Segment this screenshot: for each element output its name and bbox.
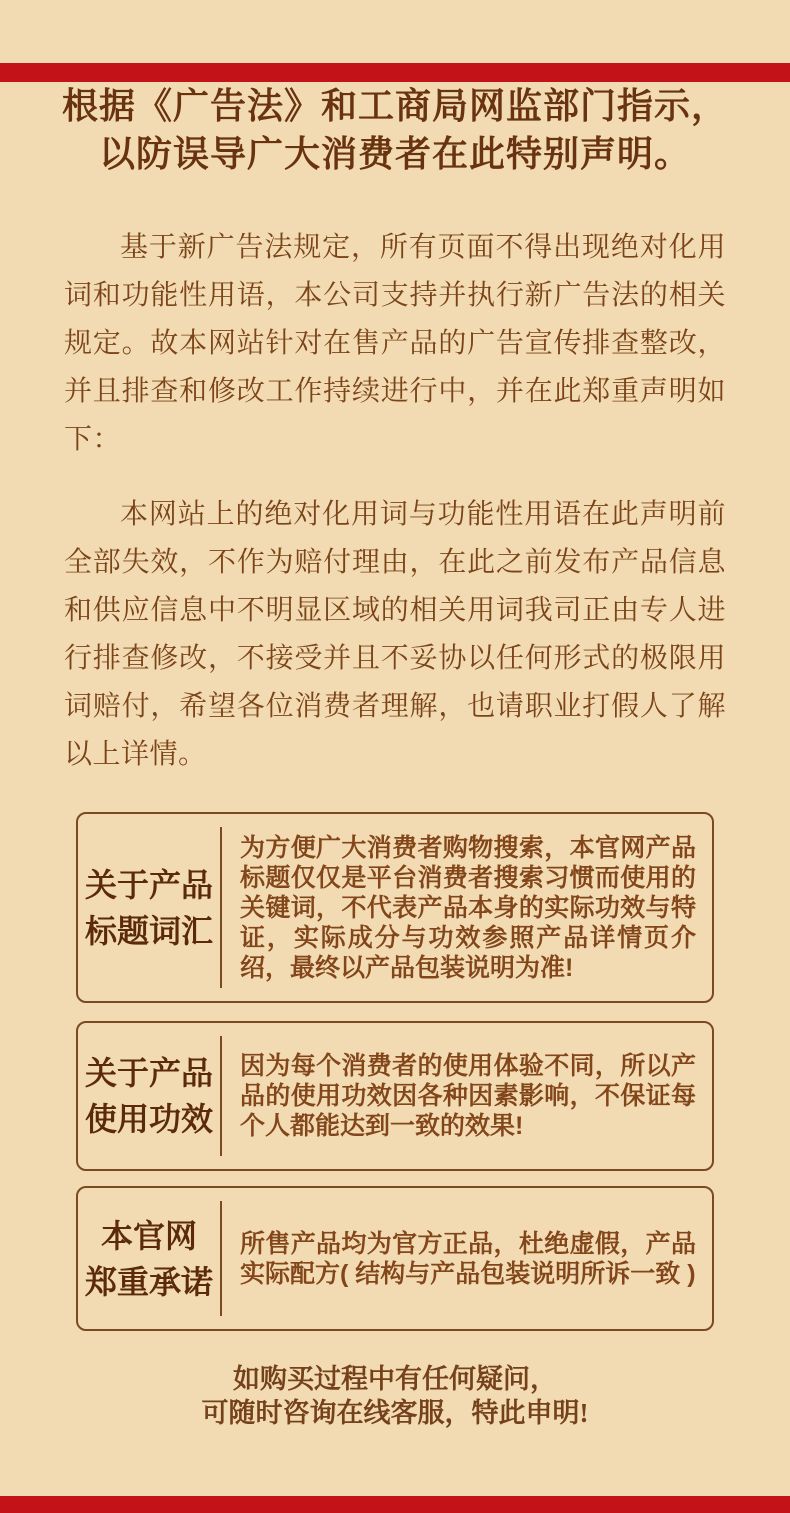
notice-box-product-title (76, 812, 714, 1003)
notice-box-product-title-label (78, 814, 220, 1001)
statement-title-line-2: 以防误导广大消费者在此特别声明。 (98, 134, 691, 174)
footer-note-line-1: 如购买过程中有任何疑问， (233, 1364, 557, 1394)
notice-box-label-line: 使用功效 (84, 1101, 213, 1137)
notice-box-label-line: 关于产品 (84, 1055, 213, 1091)
notice-box-official-promise (76, 1186, 714, 1331)
statement-paragraph-2: 本网站上的绝对化用词与功能性用语在此声明前全部失效，不作为赔付理由，在此之前发布产品信息和供应信息中不明显区域的相关用词我司正由专人进行排查修改，不接受并且不妥协以任何形式的极限用词赔付，希望各位消费者理解，也请职业打假人了解以上详情。 (64, 499, 726, 770)
notice-box-label-line: 标题词汇 (84, 912, 213, 949)
notice-box-product-effect-text: 因为每个消费者的使用体验不同，所以产品的使用功效因各种因素影响，不保证每个人都能达到一致的效果! (240, 1052, 696, 1140)
notice-box-label-line: 本官网 (100, 1217, 197, 1254)
top-red-bar (0, 63, 790, 82)
notice-box-official-promise-text: 所售产品均为官方正品，杜绝虚假，产品实际配方( 结构与产品包装说明所诉一致 ) (240, 1229, 696, 1288)
footer-note-line-2: 可随时咨询在线客服，特此申明! (201, 1398, 589, 1428)
notice-box-label-line: 郑重承诺 (84, 1263, 213, 1300)
notice-box-list (76, 812, 714, 1331)
statement-title-line-1: 根据《广告法》和工商局网监部门指示， (61, 86, 728, 126)
notice-box-label-line: 关于产品 (84, 866, 213, 903)
statement-paragraph-1: 基于新广告法规定，所有页面不得出现绝对化用词和功能性用语，本公司支持并执行新广告法的相关规定。故本网站针对在售产品的广告宣传排查整改，并且排查和修改工作持续进行中，并在此郑重声明如下： (64, 232, 726, 455)
notice-box-product-effect (76, 1021, 714, 1171)
notice-box-product-effect-label (78, 1023, 220, 1169)
notice-box-product-title-text: 为方便广大消费者购物搜索，本官网产品标题仅仅是平台消费者搜索习惯而使用的关键词，不代表产品本身的实际功效与特证，实际成分与功效参照产品详情页介绍，最终以产品包装说明为准! (240, 833, 696, 982)
bottom-red-bar (0, 1496, 790, 1513)
notice-box-official-promise-label (78, 1188, 220, 1329)
footer-note (0, 1362, 790, 1430)
